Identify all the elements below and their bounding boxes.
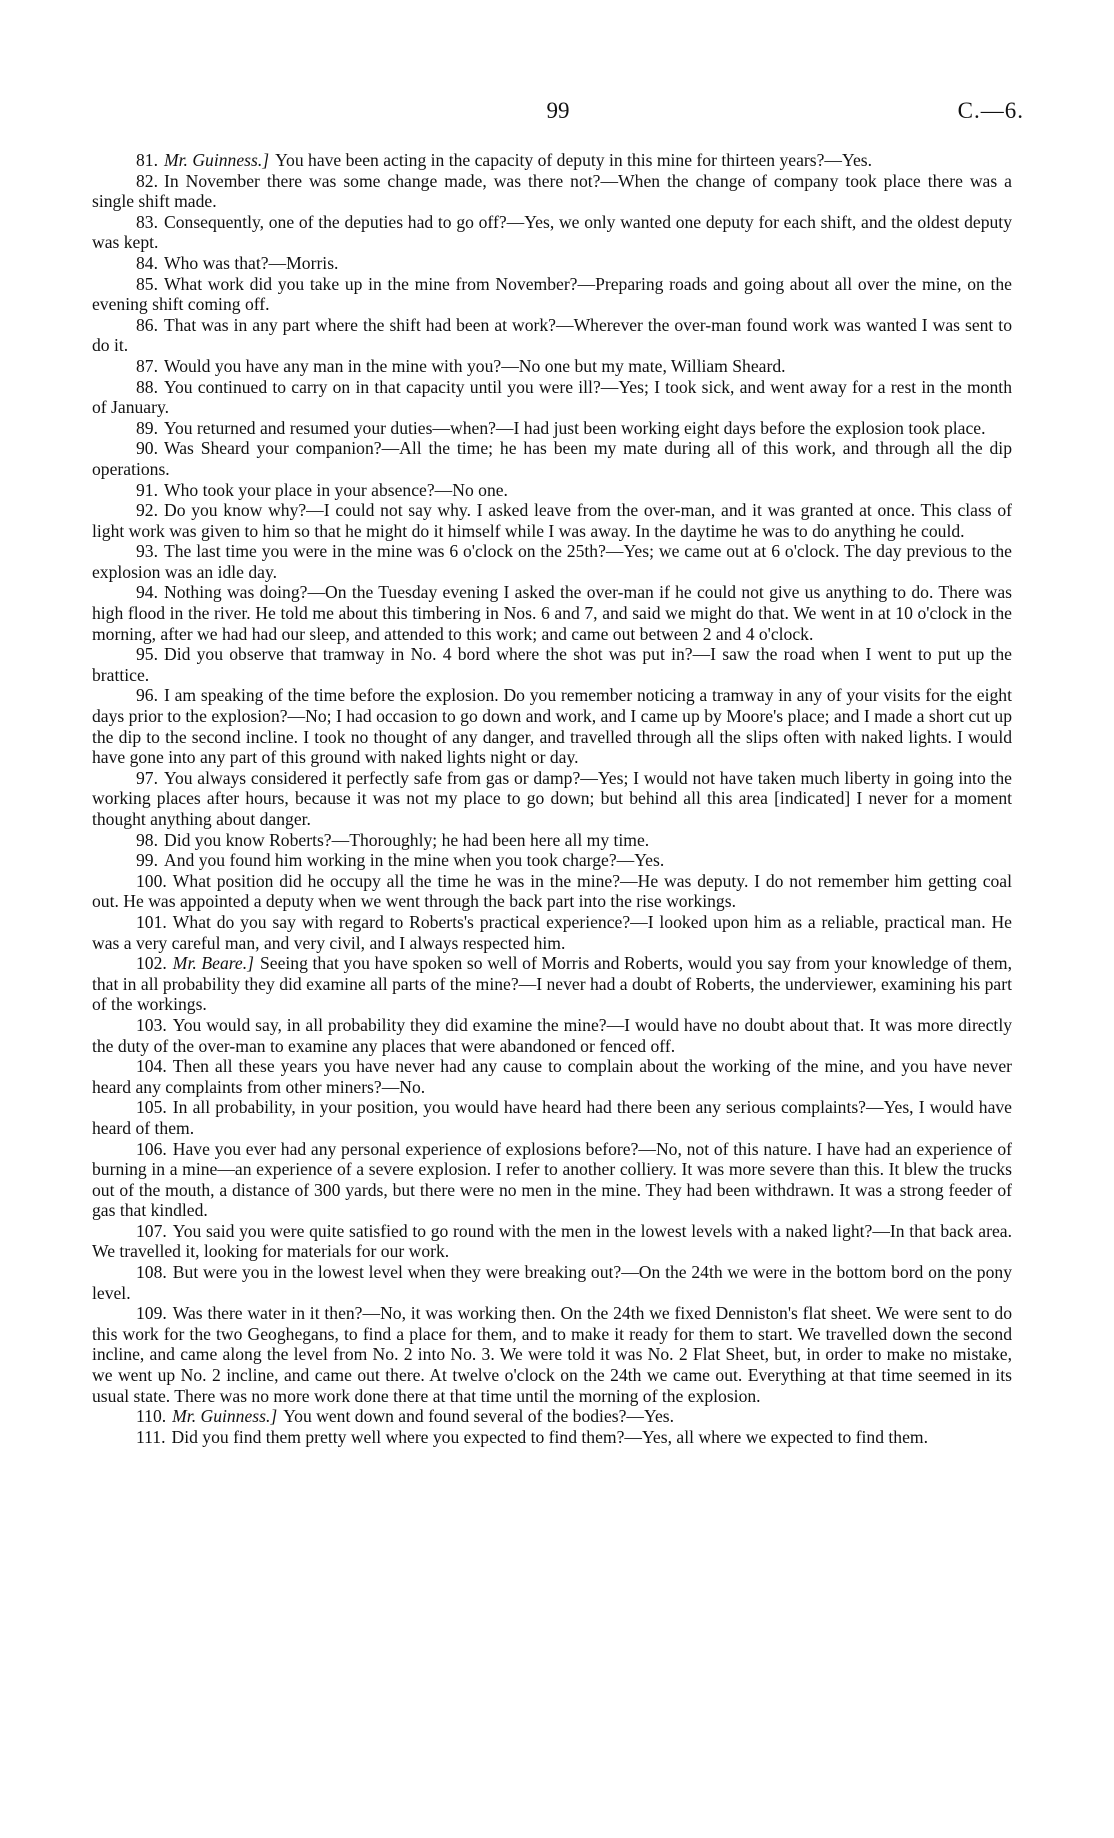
question-paragraph [92, 274, 1012, 315]
question-number: 85. [136, 273, 158, 294]
speaker-name: Mr. Guinness.] [164, 150, 270, 170]
question-paragraph [92, 356, 1012, 377]
question-paragraph [92, 1139, 1012, 1221]
question-number: 106. [136, 1138, 167, 1159]
question-paragraph [92, 830, 1012, 851]
question-number: 94. [136, 582, 158, 603]
question-paragraph [92, 871, 1012, 912]
question-text: You returned and resumed your duties—when?—I had just been working eight days before the explosion took place. [164, 417, 986, 438]
series-code: C.—6. [957, 98, 1024, 123]
question-paragraph [92, 1015, 1012, 1056]
question-paragraph [92, 1406, 1012, 1427]
question-text: In all probability, in your position, you would have heard had there been any serious complaints?—Yes, I would have heard of them. [92, 1097, 1012, 1138]
question-number: 98. [136, 829, 158, 850]
question-text: But were you in the lowest level when they were breaking out?—On the 24th we were in the bottom bord on the pony level. [92, 1262, 1012, 1303]
question-text: Seeing that you have spoken so well of Morris and Roberts, would you say from your knowledge of them, that in all probability they did examine all parts of the mine?—I never had a doubt of Roberts, the underviewer, examining his part of the workings. [92, 953, 1013, 1015]
question-paragraph [92, 644, 1012, 685]
question-paragraph [92, 768, 1012, 830]
question-number: 92. [136, 500, 158, 521]
page-header [88, 98, 1028, 128]
question-paragraph [92, 171, 1012, 212]
question-number: 107. [136, 1220, 167, 1241]
question-paragraph [92, 541, 1012, 582]
question-text: Did you find them pretty well where you expected to find them?—Yes, all where we expected to find them. [171, 1426, 928, 1447]
question-paragraph [92, 953, 1012, 1015]
question-number: 93. [136, 541, 158, 562]
question-paragraph [92, 1097, 1012, 1138]
question-number: 105. [136, 1097, 167, 1118]
question-paragraph [92, 438, 1012, 479]
question-number: 104. [136, 1056, 167, 1077]
question-paragraph [92, 1262, 1012, 1303]
question-paragraph [92, 150, 1012, 171]
page-number: 99 [546, 98, 570, 123]
question-text: And you found him working in the mine when you took charge?—Yes. [164, 850, 665, 871]
question-number: 88. [136, 376, 158, 397]
question-paragraph [92, 500, 1012, 541]
question-number: 109. [136, 1303, 167, 1324]
question-number: 87. [136, 355, 158, 376]
question-text: Was Sheard your companion?—All the time; he has been my mate during all of this work, and through all the dip operations. [92, 438, 1012, 479]
question-paragraph [92, 315, 1012, 356]
question-number: 91. [136, 479, 158, 500]
question-paragraph [92, 1221, 1012, 1262]
question-paragraph [92, 1303, 1012, 1406]
question-text: Have you ever had any personal experience of explosions before?—No, not of this nature. I have had an experience of burning in a mine—an experience of a severe explosion. I refer to another colliery. It was more severe than this. It blew the trucks out of the mouth, a distance of 300 yards, but there were no men in the mine. They had been withdrawn. It was a strong feeder of gas that kindled. [92, 1138, 1012, 1221]
question-paragraph [92, 1056, 1012, 1097]
speaker-name: Mr. Beare.] [172, 953, 254, 974]
question-number: 102. [136, 953, 167, 974]
question-text: Was there water in it then?—No, it was working then. On the 24th we fixed Denniston's flat sheet. We were sent to do this work for the two Geoghegans, to find a place for them, and to make it ready for them to start. We travelled down the second incline, and came along the level from No. 2 into No. 3. We were told it was No. 2 Flat Sheet, but, in order to make no mistake, we went up No. 2 incline, and came out there. At twelve o'clock on the 24th we came out. Everything at that time seemed in its usual state. There was no more work done there at that time until the morning of the explosion. [92, 1303, 1012, 1406]
question-text: In November there was some change made, was there not?—When the change of company took place there was a single shift made. [92, 170, 1012, 212]
question-text: What work did you take up in the mine from November?—Preparing roads and going about all over the mine, on the evening shift coming off. [92, 273, 1012, 315]
question-text: Did you know Roberts?—Thoroughly; he had been here all my time. [164, 829, 650, 850]
question-number: 83. [136, 211, 158, 232]
question-text: You would say, in all probability they did examine the mine?—I would have no doubt about that. It was more directly the duty of the over-man to examine any places that were abandoned or fenced off. [92, 1014, 1012, 1056]
question-text: The last time you were in the mine was 6 o'clock on the 25th?—Yes; we came out at 6 o'clock. The day previous to the explosion was an idle day. [92, 541, 1012, 582]
question-number: 96. [136, 685, 158, 706]
question-number: 84. [136, 252, 158, 273]
question-paragraph [92, 377, 1012, 418]
question-number: 100. [136, 870, 167, 891]
question-text: You said you were quite satisfied to go round with the men in the lowest levels with a naked light?—In that back area. We travelled it, looking for materials for our work. [92, 1220, 1012, 1262]
question-text: You continued to carry on in that capacity until you were ill?—Yes; I took sick, and went away for a rest in the month of January. [92, 376, 1012, 418]
question-paragraph [92, 1427, 1012, 1448]
question-text: Who took your place in your absence?—No one. [164, 479, 508, 500]
question-paragraph [92, 418, 1012, 439]
question-text: You went down and found several of the bodies?—Yes. [283, 1406, 675, 1427]
question-number: 89. [136, 417, 158, 438]
question-number: 111. [136, 1426, 166, 1447]
question-text: I am speaking of the time before the explosion. Do you remember noticing a tramway in any of your visits for the eight days prior to the explosion?—No; I had occasion to go down and work, and I came up by Moore's place; and I made a short cut up the dip to the second incline. I took no thought of any danger, and travelled through all the slips often with naked lights. I would have gone into any part of this ground with naked lights night or day. [92, 685, 1012, 768]
question-text: Nothing was doing?—On the Tuesday evening I asked the over-man if he could not give us anything to do. There was high flood in the river. He told me about this timbering in Nos. 6 and 7, and said we might do that. We went in at 10 o'clock in the morning, after we had had our sleep, and attended to this work; and came out between 2 and 4 o'clock. [92, 582, 1012, 644]
question-number: 82. [136, 170, 158, 191]
question-number: 97. [136, 767, 158, 788]
question-paragraph [92, 582, 1012, 644]
question-number: 86. [136, 314, 158, 335]
evidence-body [92, 150, 1012, 1447]
question-number: 90. [136, 438, 158, 459]
question-number: 99. [136, 850, 158, 871]
question-text: Consequently, one of the deputies had to go off?—Yes, we only wanted one deputy for each shift, and the oldest deputy was kept. [92, 211, 1012, 253]
question-text: What position did he occupy all the time he was in the mine?—He was deputy. I do not remember him getting coal out. He was appointed a deputy when we went through the back part into the rise workings. [92, 870, 1012, 912]
question-paragraph [92, 253, 1012, 274]
question-text: What do you say with regard to Roberts's practical experience?—I looked upon him as a reliable, practical man. He was a very careful man, and very civil, and I always respected him. [92, 911, 1012, 953]
question-paragraph [92, 212, 1012, 253]
speaker-name: Mr. Guinness.] [172, 1406, 278, 1427]
question-text: That was in any part where the shift had been at work?—Wherever the over-man found work was wanted I was sent to do it. [92, 314, 1012, 356]
question-text: You have been acting in the capacity of deputy in this mine for thirteen years?—Yes. [275, 150, 872, 170]
question-number: 103. [136, 1014, 167, 1035]
question-number: 81. [136, 150, 158, 170]
question-paragraph [92, 480, 1012, 501]
question-paragraph [92, 912, 1012, 953]
question-text: Did you observe that tramway in No. 4 bord where the shot was put in?—I saw the road when I went to put up the brattice. [92, 644, 1012, 685]
question-paragraph [92, 850, 1012, 871]
question-text: Would you have any man in the mine with you?—No one but my mate, William Sheard. [164, 355, 786, 376]
question-paragraph [92, 685, 1012, 767]
question-text: You always considered it perfectly safe from gas or damp?—Yes; I would not have taken much liberty in going into the working places after hours, because it was not my place to go down; but behind all this area [indicated] I never for a moment thought anything about danger. [92, 767, 1012, 829]
question-number: 101. [136, 911, 167, 932]
question-number: 110. [136, 1406, 167, 1427]
question-number: 108. [136, 1262, 167, 1283]
question-text: Then all these years you have never had any cause to complain about the working of the mine, and you have never heard any complaints from other miners?—No. [92, 1056, 1012, 1097]
question-text: Do you know why?—I could not say why. I asked leave from the over-man, and it was granted at once. This class of light work was given to him so that he might do it himself while I was away. In the daytime he was to do anything he could. [92, 500, 1012, 541]
question-text: Who was that?—Morris. [164, 252, 339, 273]
question-number: 95. [136, 644, 158, 665]
